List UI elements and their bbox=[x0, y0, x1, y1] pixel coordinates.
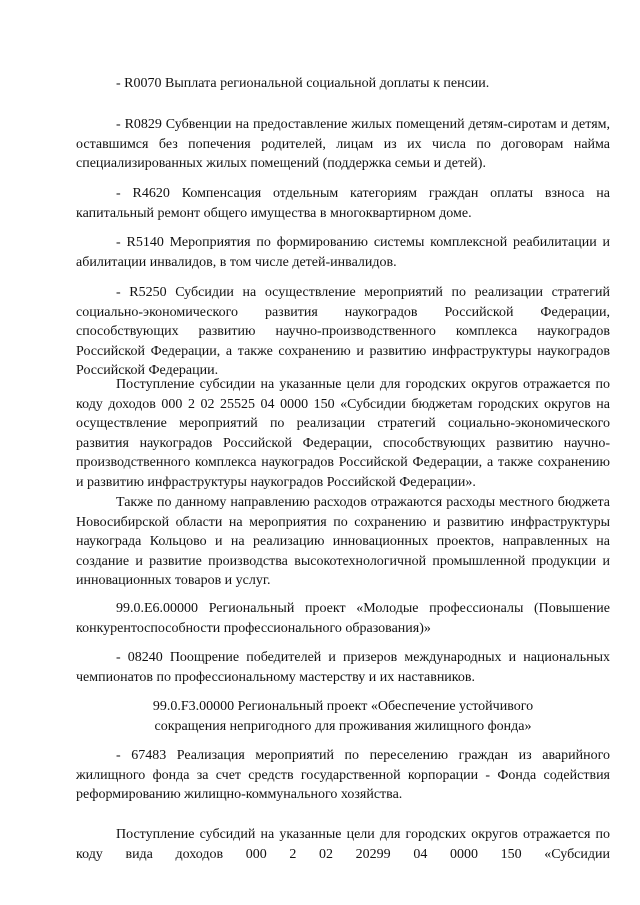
heading-project-e6: 99.0.E6.00000 Региональный проект «Молодые профессионалы (Повышение конкурентоспособности профессионального образования)» bbox=[76, 601, 610, 636]
paragraph-subsidy-receipt-1: Поступление субсидии на указанные цели для городских округов отражается по коду доходов 000 2 02 25525 04 0000 150 «Субсидии бюджетам городских округов на осуществление мероприятий по реализации стратегий социально-экономического развития наукоградов Российской Федерации, способствующих развитию научно-производственного комплекса наукоградов Российской Федерации, а также сохранению и развитию инфраструктуры наукоградов Российской Федерации». bbox=[76, 377, 610, 490]
paragraph-r0829: - R0829 Субвенции на предоставление жилых помещений детям-сиротам и детям, оставшимся без попечения родителей, лицам из их числа по договорам найма специализированных жилых помещений (поддержка семьи и детей). bbox=[76, 117, 610, 171]
heading-project-f3-line-1: 99.0.F3.00000 Региональный проект «Обеспечение устойчивого bbox=[152, 699, 534, 714]
heading-project-f3 bbox=[76, 697, 610, 736]
paragraph-r0070: - R0070 Выплата региональной социальной доплаты к пенсии. bbox=[116, 76, 490, 91]
paragraph-r5140: - R5140 Мероприятия по формированию системы комплексной реабилитации и абилитации инвалидов, в том числе детей-инвалидов. bbox=[76, 235, 610, 270]
paragraph-08240: - 08240 Поощрение победителей и призеров международных и национальных чемпионатов по профессиональному мастерству и их наставников. bbox=[76, 650, 610, 685]
paragraph-subsidy-receipt-2: Поступление субсидий на указанные цели для городских округов отражается по коду вида доходов 000 2 02 20299 04 0000 150 «Субсидии bbox=[76, 827, 610, 862]
heading-project-f3-line-2: сокращения непригодного для проживания жилищного фонда» bbox=[154, 718, 532, 734]
paragraph-r4620: - R4620 Компенсация отдельным категориям граждан оплаты взноса на капитальный ремонт общего имущества в многоквартирном доме. bbox=[76, 186, 610, 221]
paragraph-r5250: - R5250 Субсидии на осуществление мероприятий по реализации стратегий социально-экономического развития наукоградов Российской Федерации, способствующих развитию научно-производственного комплекса наукоградов Российской Федерации, а также сохранению и развитию инфраструктуры наукоградов Российской Федерации. bbox=[76, 285, 610, 378]
paragraph-67483: - 67483 Реализация мероприятий по переселению граждан из аварийного жилищного фонда за счет средств государственной корпорации - Фонда содействия реформированию жилищно-коммунального хозяйства. bbox=[76, 748, 610, 802]
paragraph-koltsovo-expenses: Также по данному направлению расходов отражаются расходы местного бюджета Новосибирской области на мероприятия по сохранению и развитию инфраструктуры наукограда Кольцово и на реализацию инновационных проектов, направленных на создание и развитие производства высокотехнологичной промышленной продукции и инновационных товаров и услуг. bbox=[76, 495, 610, 588]
